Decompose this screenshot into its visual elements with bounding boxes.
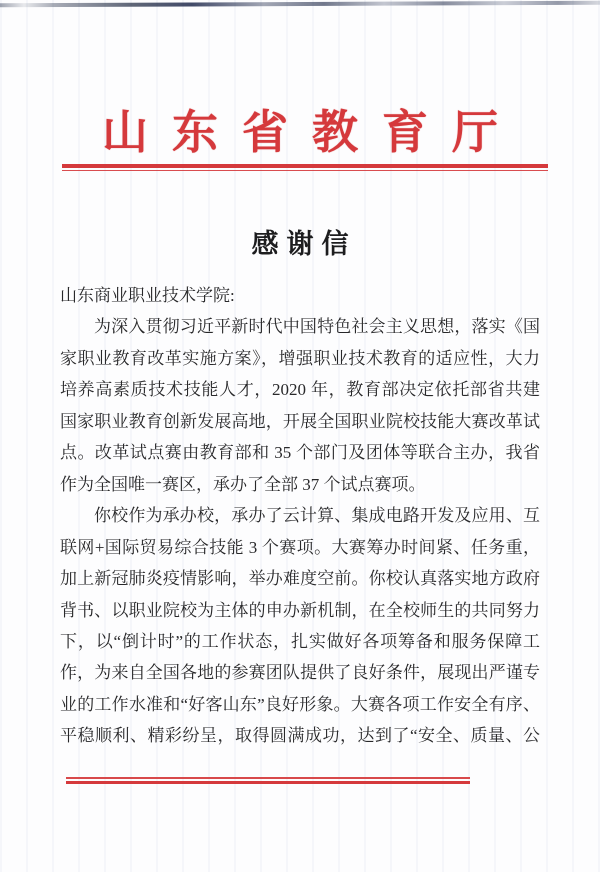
paragraph-2 [60, 500, 540, 752]
body-text-line: 培养高素质技术技能人才，2020 年，教育部决定依托部省共建 [60, 380, 540, 400]
letterhead-rule-thin [62, 170, 548, 172]
body-text-line: 点。改革试点赛由教育部和 35 个部门及团体等联合主办，我省 [60, 443, 540, 463]
scan-edge-artifact [0, 1, 600, 8]
body-text-line: 加上新冠肺炎疫情影响，举办难度空前。你校认真落实地方政府 [60, 569, 540, 589]
body-text-line: 作为全国唯一赛区，承办了全部 37 个试点赛项。 [60, 474, 426, 494]
footer-rule-thick [66, 781, 470, 785]
body-text-line: 平稳顺利、精彩纷呈，取得圆满成功，达到了“安全、质量、公 [60, 726, 540, 746]
salutation: 山东商业职业技术学院: [60, 286, 235, 305]
body-text-line: 为深入贯彻习近平新时代中国特色社会主义思想，落实《国 [94, 317, 540, 337]
footer-double-rule [66, 777, 470, 784]
body-text-line: 你校作为承办校，承办了云计算、集成电路开发及应用、互 [94, 506, 540, 526]
body-text-line: 联网+国际贸易综合技能 3 个赛项。大赛筹办时间紧、任务重， [60, 537, 540, 557]
body-text-line: 国家职业教育创新发展高地，开展全国职业院校技能大赛改革试 [60, 411, 540, 431]
body-text-line: 作，为来自全国各地的参赛团队提供了良好条件，展现出严谨专 [60, 663, 540, 683]
letter-title: 感谢信 [251, 229, 357, 259]
paragraph-1 [60, 311, 540, 500]
body-text-line: 业的工作水准和“好客山东”良好形象。大赛各项工作安全有序、 [60, 694, 540, 714]
letterhead-agency-title: 山东省教育厅 [102, 107, 522, 158]
letterhead-rule-thick [62, 164, 548, 168]
body-text-line: 下，以“倒计时”的工作状态，扎实做好各项筹备和服务保障工 [60, 631, 540, 651]
letterhead-double-rule [62, 164, 548, 171]
body-text-line: 家职业教育改革实施方案》，增强职业技术教育的适应性，大力 [60, 348, 540, 368]
letter-body [60, 280, 540, 752]
body-text-line: 背书、以职业院校为主体的申办新机制，在全校师生的共同努力 [60, 600, 540, 620]
footer-rule-thin [66, 777, 470, 779]
